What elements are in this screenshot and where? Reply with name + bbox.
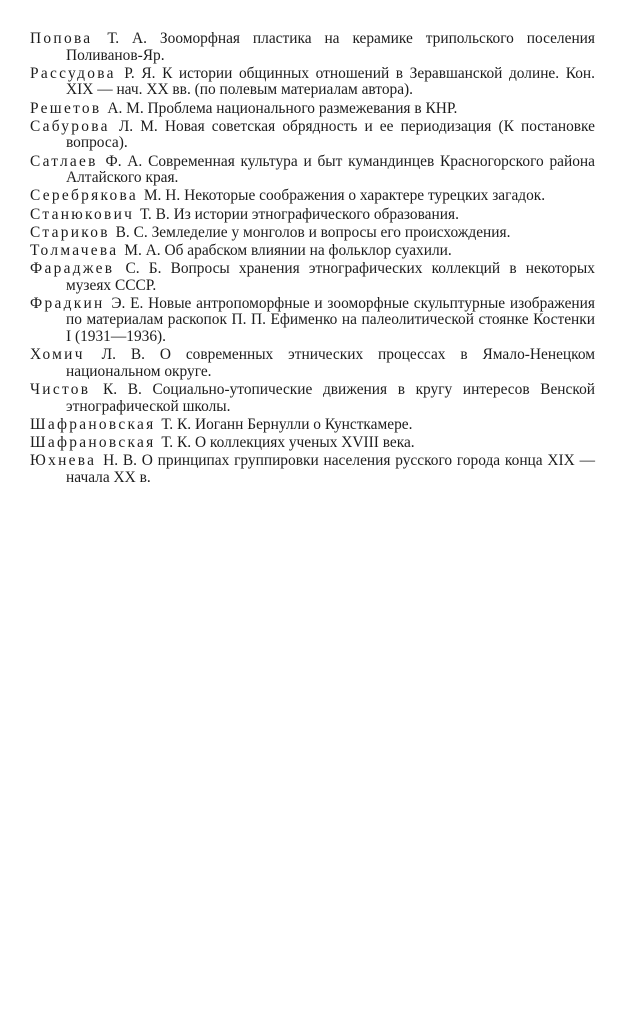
list-item: [30, 188, 595, 205]
entry-initials: К. В.: [102, 381, 142, 398]
entry-initials: С. Б.: [125, 260, 162, 278]
entry-initials: Н. В.: [103, 452, 137, 470]
list-item: [30, 435, 595, 452]
entry-initials: Т. В.: [140, 205, 170, 223]
list-item: [30, 154, 595, 187]
entry-author: Стариков: [30, 223, 110, 241]
entry-title: Некоторые соображения о характере турецких загадок.: [184, 187, 546, 205]
list-item: [30, 453, 595, 486]
entry-title: О коллекциях ученых XVIII века.: [194, 433, 415, 451]
entry-title: Иоганн Бернулли о Кунсткамере.: [194, 415, 413, 433]
entry-title: Земледелие у монголов и вопросы его происхождения.: [151, 223, 511, 241]
list-item: [30, 382, 595, 415]
list-item: [30, 101, 595, 118]
entry-title: Из истории этнографического образования.: [173, 205, 459, 223]
entry-author: Шафрановская: [30, 433, 156, 451]
entry-initials: Ф. А.: [105, 152, 143, 170]
list-item: [30, 66, 595, 99]
list-item: [30, 225, 595, 242]
entry-initials: Т. А.: [107, 30, 147, 47]
entry-title: Вопросы хранения этнографических коллекций в некоторых музеях СССР.: [66, 260, 595, 294]
bibliography-list: [30, 31, 595, 486]
entry-author: Фрадкин: [30, 294, 105, 312]
entry-initials: М. А.: [124, 241, 161, 259]
entry-title: Социально-утопические движения в кругу интересов Венской этнографической школы.: [66, 381, 595, 415]
entry-author: Серебрякова: [30, 187, 139, 205]
entry-initials: А. М.: [107, 99, 144, 117]
list-item: [30, 119, 595, 152]
list-item: [30, 243, 595, 260]
entry-author: Толмачева: [30, 241, 119, 259]
entry-author: Юхнева: [30, 452, 97, 470]
entry-initials: В. С.: [115, 223, 148, 241]
entry-initials: Р. Я.: [124, 64, 156, 82]
entry-author: Попова: [30, 30, 93, 47]
entry-title: Современная культура и быт кумандинцев Красногорского района Алтайского края.: [66, 152, 595, 187]
entry-initials: Л. В.: [101, 346, 145, 364]
entry-title: О принципах группировки населения русского города конца XIX — начала XX в.: [66, 452, 595, 486]
entry-title: К истории общинных отношений в Зеравшанской долине. Кон. XIX — нач. XX вв. (по полевым материалам автора).: [66, 64, 595, 99]
entry-initials: М. Н.: [143, 187, 181, 205]
entry-author: Решетов: [30, 99, 102, 117]
entry-author: Сабурова: [30, 117, 110, 135]
entry-author: Фараджев: [30, 260, 115, 278]
entry-author: Шафрановская: [30, 415, 156, 433]
entry-title: Новая советская обрядность и ее периодизация (К постановке вопроса).: [66, 117, 595, 152]
entry-author: Чистов: [30, 381, 91, 398]
list-item: [30, 31, 595, 64]
entry-initials: Т. К.: [161, 433, 192, 451]
list-item: [30, 417, 595, 434]
entry-title: Зооморфная пластика на керамике трипольского поселения Поливанов-Яр.: [66, 30, 595, 64]
list-item: [30, 296, 595, 346]
entry-author: Сатлаев: [30, 152, 98, 170]
entry-initials: Т. К.: [161, 415, 192, 433]
list-item: [30, 207, 595, 224]
entry-title: О современных этнических процессах в Ямало-Ненецком национальном округе.: [66, 346, 595, 380]
entry-author: Станюкович: [30, 205, 135, 223]
entry-author: Рассудова: [30, 64, 116, 82]
list-item: [30, 347, 595, 380]
entry-title: Проблема национального размежевания в КНР.: [147, 99, 458, 117]
list-item: [30, 261, 595, 294]
entry-title: Об арабском влиянии на фольклор суахили.: [164, 241, 452, 259]
entry-initials: Л. М.: [118, 117, 158, 135]
entry-author: Хомич: [30, 346, 85, 364]
entry-title: Новые антропоморфные и зооморфные скульптурные изображения по материалам раскопок П. П. Ефименко на палеолитической стоянке Костенки I (1931—1936).: [66, 294, 595, 346]
entry-initials: Э. Е.: [111, 294, 144, 312]
